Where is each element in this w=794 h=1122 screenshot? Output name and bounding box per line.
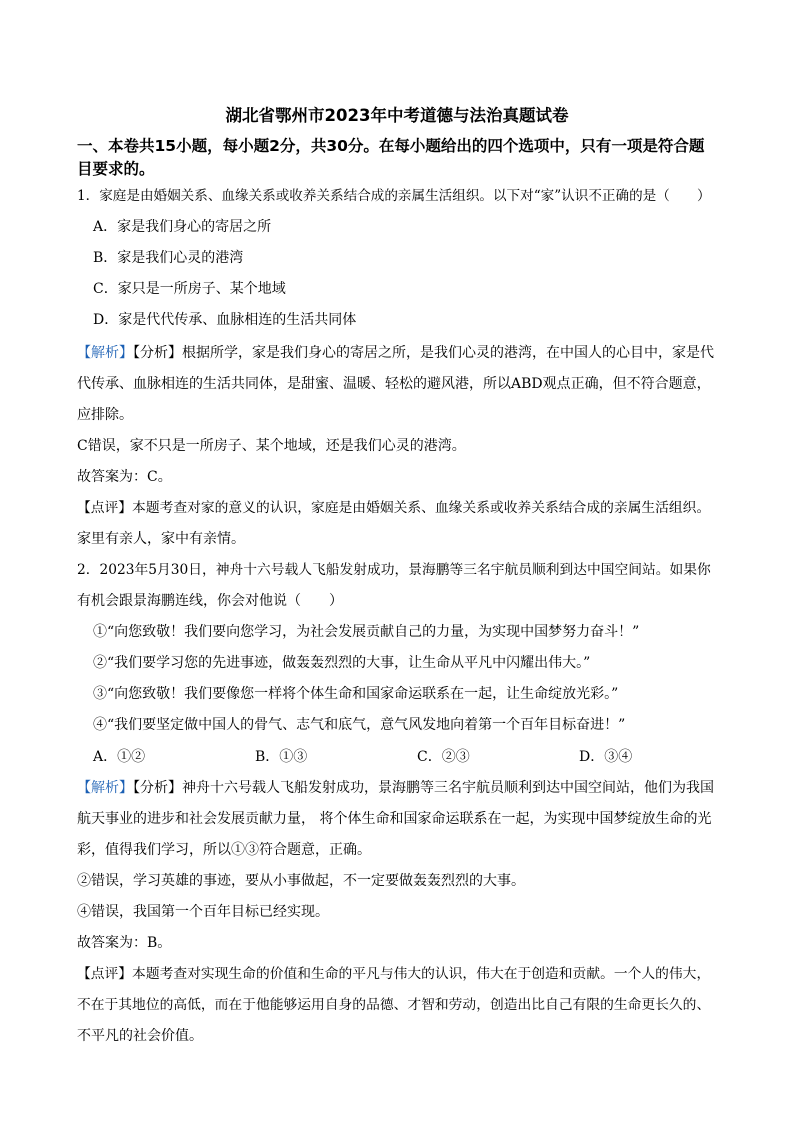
q1-comment-line-1: 【点评】本题考查对家的意义的认识，家庭是由婚姻关系、血缘关系或收养关系结合成的亲属生活组织。 bbox=[77, 500, 711, 516]
page-title: 湖北省鄂州市2023年中考道德与法治真题试卷 bbox=[225, 106, 569, 125]
q1-answer: 故答案为：C。 bbox=[77, 469, 172, 485]
q2-stem-line-1: 2．2023年5月30日，神舟十六号载人飞船发射成功，景海鹏等三名宇航员顺利到达中国空间站。如果你 bbox=[77, 562, 711, 578]
q1-stem: 1．家庭是由婚姻关系、血缘关系或收养关系结合成的亲属生活组织。以下对“家”认识不正确的是（ ） bbox=[77, 188, 711, 204]
q2-option-c: C．②③ bbox=[417, 749, 470, 765]
q2-comment-line-3: 不平凡的社会价值。 bbox=[77, 1028, 203, 1044]
q2-analysis-line-3: 彩，值得我们学习，所以①③符合题意，正确。 bbox=[77, 842, 371, 858]
q2-analysis-line-4: ②错误，学习英雄的事迹，要从小事做起，不一定要做轰轰烈烈的大事。 bbox=[77, 873, 525, 889]
q1-analysis-line-4: C错误，家不只是一所房子、某个地域，还是我们心灵的港湾。 bbox=[77, 438, 466, 454]
q2-option-a: A．①② bbox=[93, 749, 146, 765]
q2-statement-3: ③“向您致敬！我们要像您一样将个体生命和国家命运联系在一起，让生命绽放光彩。” bbox=[93, 686, 619, 702]
q1-option-a: A．家是我们身心的寄居之所 bbox=[93, 219, 272, 235]
q1-comment-line-2: 家里有亲人，家中有亲情。 bbox=[77, 531, 245, 547]
q2-answer: 故答案为：B。 bbox=[77, 935, 172, 951]
section-heading: 一、本卷共15小题，每小题2分，共30分。在每小题给出的四个选项中，只有一项是符合题目要求的。 bbox=[77, 137, 705, 178]
q2-stem-line-2: 有机会跟景海鹏连线，你会对他说（ ） bbox=[77, 593, 343, 609]
q2-analysis-line-2: 航天事业的进步和社会发展贡献力量， 将个体生命和国家命运联系在一起，为实现中国梦绽放生命的光 bbox=[77, 811, 712, 827]
q2-statement-2: ②“我们要学习您的先进事迹，做轰轰烈烈的大事，让生命从平凡中闪耀出伟大。” bbox=[93, 655, 591, 671]
q2-statement-1: ①“向您致敬！我们要向您学习，为社会发展贡献自己的力量，为实现中国梦努力奋斗！” bbox=[93, 624, 640, 640]
q2-options-row bbox=[93, 747, 733, 767]
q2-analysis-tag: 【解析】 bbox=[77, 780, 133, 796]
q2-statement-4: ④“我们要坚定做中国人的骨气、志气和底气，意气风发地向着第一个百年目标奋进！” bbox=[93, 717, 626, 733]
q2-analysis-line-1: 【解析】【分析】神舟十六号载人飞船发射成功，景海鹏等三名宇航员顺利到达中国空间站，他们为我国 bbox=[77, 780, 714, 796]
q1-analysis-tag: 【解析】 bbox=[77, 345, 133, 361]
q1-analysis-line-2: 代传承、血脉相连的生活共同体，是甜蜜、温暖、轻松的避风港，所以ABD观点正确，但不符合题意， bbox=[77, 376, 711, 392]
q2-analysis-line-5: ④错误，我国第一个百年目标已经实现。 bbox=[77, 904, 329, 920]
q1-analysis-line-3: 应排除。 bbox=[77, 407, 133, 423]
q1-option-c: C．家只是一所房子、某个地域 bbox=[93, 281, 286, 297]
q2-option-b: B．①③ bbox=[255, 749, 308, 765]
q2-comment-line-2: 不在于其地位的高低，而在于他能够运用自身的品德、才智和劳动，创造出比自己有限的生命更长久的、 bbox=[77, 997, 711, 1013]
q2-comment-line-1: 【点评】本题考查对实现生命的价值和生命的平凡与伟大的认识，伟大在于创造和贡献。一个人的伟大， bbox=[77, 966, 711, 982]
q1-analysis-line-1: 【解析】【分析】根据所学，家是我们身心的寄居之所，是我们心灵的港湾，在中国人的心目中，家是代 bbox=[77, 345, 714, 361]
q1-option-d: D．家是代代传承、血脉相连的生活共同体 bbox=[93, 312, 357, 328]
q2-option-d: D．③④ bbox=[579, 749, 633, 765]
q1-option-b: B．家是我们心灵的港湾 bbox=[93, 250, 244, 266]
